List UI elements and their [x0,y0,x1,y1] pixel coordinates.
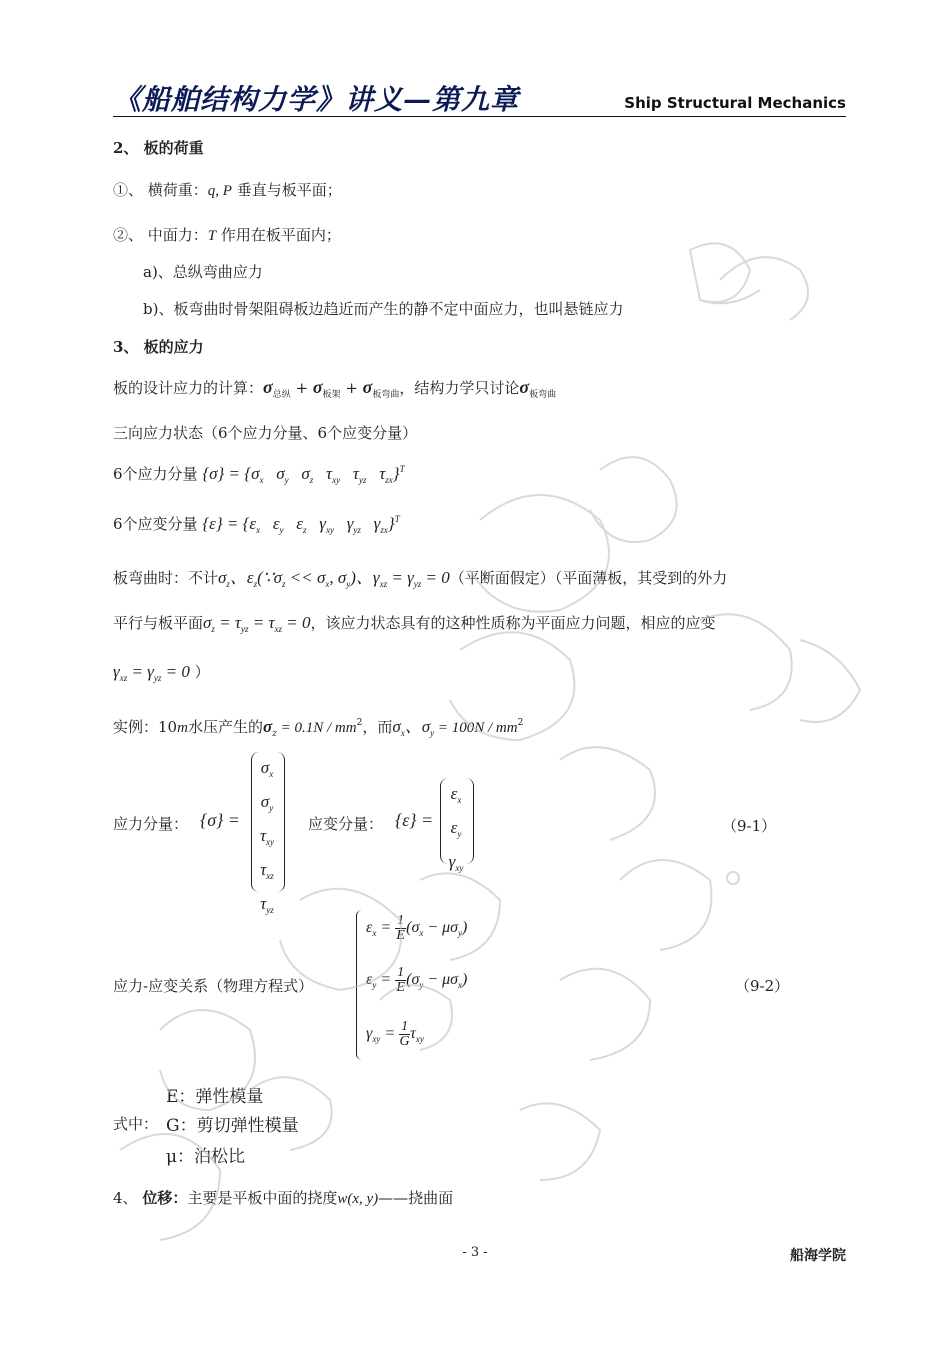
bend-prefix: 板弯曲时：不计 [113,569,219,587]
section-3-heading: 3、 板的应力 [113,338,204,356]
relations-brace [356,910,363,1060]
footer-school: 船海学院 [790,1248,846,1264]
stress-vector-entries: $\sigma_x$ $\sigma_y$ $\tau_{xy}$ $\tau_{xz}$ $\tau_{yz}$ [259,758,275,915]
section-2-heading: 2、 板的荷重 [113,139,204,157]
page-number: - 3 - [462,1245,488,1260]
stress-vector-lhs: {σ} = [200,810,240,830]
section-4-tail: ——挠曲面 [378,1189,454,1207]
stress-strain-label: 应力-应变关系（物理方程式） [113,977,314,995]
definition-prefix: 式中： [113,1115,159,1133]
load-line-2-math: T [207,228,217,244]
section-4-heading: 位移： [142,1189,188,1207]
stress-6-line: 6个应力分量 $\{\sigma\} = \{\sigma_x$ $\sigma_y$ $\sigma_z$ $\tau_{xy}$ $\tau_{yz}$ $\tau_{zx}\}^T$ [113,464,405,485]
tri-stress-line: 三向应力状态（6个应力分量、6个应变分量） [113,424,418,442]
load-line-1 [113,179,342,200]
sigma-sub-2: 板架 [322,390,341,400]
design-mid: ，结构力学只讨论 [399,379,520,397]
parallel-mid: ，该应力状态具有的这种性质称为平面应力问题，相应的应变 [310,614,716,632]
header-english: Ship Structural Mechanics [624,94,846,112]
design-stress-line: 板的设计应力的计算：$\sigma_{总纵} + \sigma_{板架} + \sigma_{板弯曲}$，结构力学只讨论$\sigma_{板弯曲}$ [113,377,557,400]
relation-gamma-xy: $\gamma_{xy}$ = $\frac{1}{G}$ $\tau_{xy}$ [366,1019,424,1049]
example-prefix: 实例：10 [113,718,178,736]
load-item-b: b)、板弯曲时骨架阻碍板边趋近而产生的静不定中面应力，也叫悬链应力 [143,300,624,318]
strain-vector-label: 应变分量： [308,815,384,833]
sigma-sub-3: 板弯曲 [372,390,400,400]
strain-6-line: 6个应变分量 $\{\varepsilon\} = \{\varepsilon_x$ $\varepsilon_y$ $\varepsilon_z$ $\gamma_{xy}$ $\gamma_{yz}$ $\gamma_{zx}\}^T$ [113,514,400,535]
relation-eps-y: $\varepsilon_y$ = $\frac{1}{E}$ $(\sigma_y - \mu\sigma_x)$ [366,965,468,995]
definition-mu: μ：泊松比 [166,1147,246,1167]
strain-zero-line: $\gamma_{xz} = \gamma_{yz} = 0$ ） [113,662,210,683]
example-val-2: = 100N / mm [434,720,518,736]
stress-6-label: 6个应力分量 [113,465,198,483]
relation-eps-x: $\varepsilon_x$ = $\frac{1}{E}$ $(\sigma_x - \mu\sigma_y)$ [366,913,468,943]
load-item-a: a)、总纵弯曲应力 [143,263,263,281]
example-mid: 水压产生的 [187,718,263,736]
plane-stress-line: 平行与板平面$\sigma_z = \tau_{yz} = \tau_{xz} = 0$，该应力状态具有的这种性质称为平面应力问题，相应的应变 [113,613,716,634]
equation-number-9-2: （9-2） [735,977,790,995]
section-4-line [113,1187,453,1208]
plate-bending-line: 板弯曲时：不计$\sigma_z$、$\varepsilon_z(\because\sigma_z << \sigma_x$, $\sigma_y$)、$\gamma_{xz} = \gamma_{yz} = 0$（平断面假定）（平面薄板，其受到的外力 [113,568,728,589]
strain-vector-lhs: {ε} = [395,810,434,830]
section-4-number: 4、 [113,1189,143,1207]
strain-vector-entries: $\varepsilon_x$ $\varepsilon_y$ $\gamma_{xy}$ [448,784,464,873]
example-and: ，而 [362,718,393,736]
load-line-1-math: q, P [207,183,232,199]
section-4-math: w(x, y) [337,1191,379,1207]
load-line-2-suffix: 作用在板平面内； [216,226,341,244]
load-line-2 [113,224,341,245]
example-val-1: = 0.1N / mm [276,720,357,736]
sigma-sub-4: 板弯曲 [529,390,557,400]
design-prefix: 板的设计应力的计算： [113,379,264,397]
load-line-1-prefix: ①、 横荷重： [113,181,208,199]
header-rule [113,116,846,117]
load-line-1-suffix: 垂直与板平面； [231,181,342,199]
stress-vector-label: 应力分量： [113,815,189,833]
load-line-2-prefix: ②、 中面力： [113,226,208,244]
equation-number-9-1: （9-1） [722,817,777,835]
definition-e: E：弹性模量 [166,1087,264,1107]
strain-6-label: 6个应变分量 [113,515,198,533]
parallel-prefix: 平行与板平面 [113,614,204,632]
bend-note: （平断面假定）（平面薄板，其受到的外力 [449,569,728,587]
example-line: 实例：10m水压产生的$\sigma_z = 0.1N / mm^2$，而$\sigma_x$、$\sigma_y = 100N / mm^2$ [113,717,524,739]
section-4-text: 主要是平板中面的挠度 [187,1189,338,1207]
definition-g: G：剪切弹性模量 [166,1116,299,1136]
header-title: 《船舶结构力学》讲义—第九章 [113,83,520,116]
sigma-sub-1: 总纵 [272,390,291,400]
